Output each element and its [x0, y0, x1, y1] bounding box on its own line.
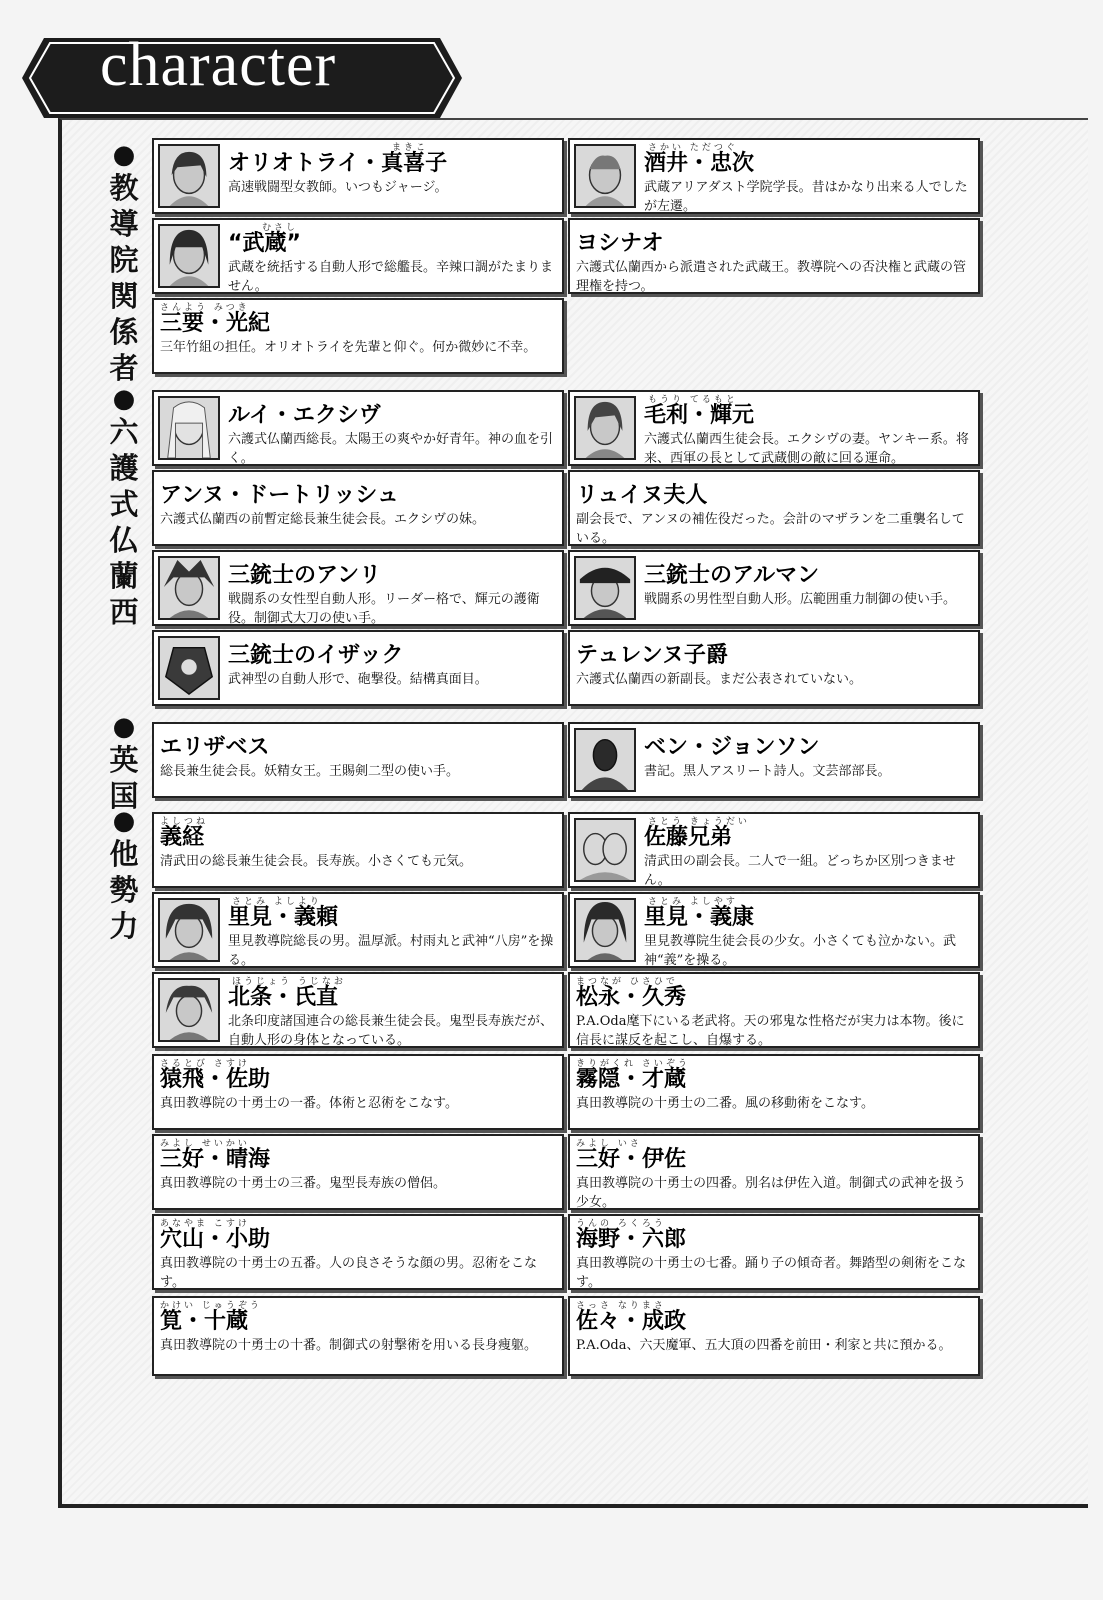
character-name: 三銃士のアンリ: [228, 563, 382, 588]
character-card: [152, 812, 564, 888]
character-description: 武蔵を統括する自動人形で総艦長。辛辣口調がたまりません。: [228, 260, 554, 294]
character-name: 三好・晴海: [160, 1147, 271, 1172]
character-ruby: あなやま こすけ: [160, 1219, 250, 1229]
character-description: 六護式仏蘭西の前暫定総長兼生徒会長。エクシヴの妹。: [160, 512, 486, 527]
character-name: “武蔵”: [228, 231, 301, 256]
character-card: [152, 1054, 564, 1130]
character-name: ルイ・エクシヴ: [228, 403, 381, 428]
character-card: [568, 1134, 980, 1210]
section-char: 者: [109, 351, 139, 385]
section-label-instructors: [106, 140, 142, 386]
character-description: 戦闘系の男性型自動人形。広範囲重力制御の使い手。: [644, 592, 957, 607]
character-name: オリオトライ・真喜子: [228, 151, 448, 176]
character-name: 海野・六郎: [576, 1227, 687, 1252]
character-description: 総長兼生徒会長。妖精女王。王賜剣二型の使い手。: [160, 764, 460, 779]
character-name: ベン・ジョンソン: [644, 735, 820, 760]
section-char: 護: [109, 451, 139, 485]
character-card: [568, 218, 980, 294]
section-char: 蘭: [109, 559, 139, 593]
portrait-image: [158, 898, 220, 962]
bullet-dot: ●: [112, 712, 136, 742]
character-ruby: さんよう みつき: [160, 303, 250, 313]
character-description: 北条印度諸国連合の総長兼生徒会長。鬼型長寿族だが、自動人形の身体となっている。: [228, 1014, 554, 1048]
character-name: 三好・伊佐: [576, 1147, 687, 1172]
character-description: 武蔵アリアダスト学院学長。昔はかなり出来る人でしたが左遷。: [644, 180, 968, 214]
character-card: [152, 218, 564, 294]
character-name: テュレンヌ子爵: [576, 643, 728, 668]
character-name: 筧・十蔵: [160, 1309, 249, 1334]
section-char: 係: [109, 315, 139, 349]
section-char: 力: [109, 909, 139, 943]
portrait-image: [158, 224, 220, 288]
section-char: 国: [109, 779, 139, 813]
character-ruby: さかい ただつぐ: [648, 143, 738, 153]
character-name: 酒井・忠次: [644, 151, 755, 176]
character-description: 真田教導院の十勇士の五番。人の良さそうな顔の男。忍術をこなす。: [160, 1256, 538, 1290]
character-ruby: まつなが ひさひで: [576, 977, 678, 987]
character-name: 三要・光紀: [160, 311, 271, 336]
character-description: 武神型の自動人形で、砲撃役。結構真面目。: [228, 672, 488, 687]
character-description: P.A.Oda、六天魔軍、五大頂の四番を前田・利家と共に預かる。: [576, 1338, 952, 1353]
character-ruby: よしつね: [160, 817, 209, 827]
character-name: 松永・久秀: [576, 985, 687, 1010]
character-card: [568, 1296, 980, 1376]
character-card: [568, 722, 980, 798]
bullet-dot: ●: [112, 140, 136, 170]
character-card: [152, 550, 564, 626]
character-description: 里見教導院生徒会長の少女。小さくても泣かない。武神“義”を操る。: [644, 934, 957, 968]
character-description: 戦闘系の女性型自動人形。リーダー格で、輝元の護衛役。制御式大刀の使い手。: [228, 592, 540, 626]
portrait-image: [574, 556, 636, 620]
character-ruby: さとみ よしより: [232, 897, 322, 907]
character-card: [568, 390, 980, 466]
portrait-image: [574, 898, 636, 962]
character-ruby: きりがくれ さいぞう: [576, 1059, 690, 1069]
section-char: 式: [109, 487, 139, 521]
character-description: 副会長で、アンヌの補佐役だった。会計のマザランを二重襲名している。: [576, 512, 965, 546]
character-name: 毛利・輝元: [644, 403, 755, 428]
character-description: 六護式仏蘭西から派遣された武蔵王。教導院への否決権と武蔵の管理権を持つ。: [576, 260, 967, 294]
section-label-rokugo: [106, 384, 142, 630]
section-label-england: [106, 712, 142, 814]
character-description: 真田教導院の十勇士の三番。鬼型長寿族の僧侶。: [160, 1176, 447, 1191]
portrait-image: [158, 978, 220, 1042]
section-char: 勢: [109, 873, 139, 907]
character-name: 佐藤兄弟: [644, 825, 733, 850]
character-ruby: みよし せいかい: [160, 1139, 250, 1149]
character-card: [152, 1134, 564, 1210]
character-description: P.A.Oda麾下にいる老武将。天の邪鬼な性格だが実力は本物。後に信長に謀反を起こし、自爆する。: [576, 1014, 965, 1048]
character-description: 真田教導院の十勇士の四番。別名は伊佐入道。制御式の武神を扱う少女。: [576, 1176, 967, 1210]
character-ruby: うんの ろくろう: [576, 1219, 666, 1229]
character-description: 六護式仏蘭西生徒会長。エクシヴの妻。ヤンキー系。将来、西軍の長として武蔵側の敵に回る運命。: [644, 432, 969, 466]
page-title: character: [100, 31, 337, 99]
character-card: [568, 1214, 980, 1290]
character-name: 里見・義頼: [228, 905, 339, 930]
character-name: リュイヌ夫人: [576, 483, 708, 508]
character-name: ヨシナオ: [576, 231, 664, 256]
character-card: [568, 550, 980, 626]
character-description: 清武田の副会長。二人で一組。どっちか区別つきません。: [644, 854, 956, 888]
section-char: 英: [109, 743, 139, 777]
character-ruby: さとみ よしやす: [648, 897, 738, 907]
character-ruby: さるとび さすけ: [160, 1059, 250, 1069]
section-char: 導: [109, 207, 139, 241]
character-card: [152, 972, 564, 1048]
character-card: [568, 972, 980, 1048]
character-card: [152, 470, 564, 546]
character-card: [152, 1296, 564, 1376]
character-ruby: むさし: [262, 223, 299, 233]
portrait-image: [158, 636, 220, 700]
character-card: [152, 298, 564, 374]
section-char: 他: [109, 837, 139, 871]
section-char: 西: [109, 595, 139, 629]
character-name: 三銃士のイザック: [228, 643, 404, 668]
portrait-image: [158, 396, 220, 460]
character-description: 清武田の総長兼生徒会長。長寿族。小さくても元気。: [160, 854, 473, 869]
section-label-others: [106, 806, 142, 944]
character-name: 三銃士のアルマン: [644, 563, 820, 588]
character-ruby: さっさ なりまさ: [576, 1301, 666, 1311]
character-card: [152, 630, 564, 706]
section-char: 教: [109, 171, 139, 205]
character-name: 猿飛・佐助: [160, 1067, 271, 1092]
character-ruby: もうり てるもと: [648, 395, 738, 405]
character-card: [568, 892, 980, 968]
character-name: 北条・氏直: [228, 985, 339, 1010]
portrait-image: [574, 144, 636, 208]
character-card: [152, 1214, 564, 1290]
character-description: 三年竹組の担任。オリオトライを先輩と仰ぐ。何か微妙に不幸。: [160, 340, 537, 355]
character-ruby: まきこ: [392, 143, 429, 153]
character-description: 真田教導院の十勇士の七番。踊り子の傾奇者。舞踏型の剣術をこなす。: [576, 1256, 967, 1290]
bullet-dot: ●: [112, 384, 136, 414]
character-name: 霧隠・才蔵: [576, 1067, 687, 1092]
character-description: 高速戦闘型女教師。いつもジャージ。: [228, 180, 448, 195]
character-card: [152, 892, 564, 968]
character-description: 書記。黒人アスリート詩人。文芸部部長。: [644, 764, 891, 779]
character-card: [152, 722, 564, 798]
character-description: 真田教導院の十勇士の十番。制御式の射撃術を用いる長身痩躯。: [160, 1338, 538, 1353]
character-ruby: かけい じゅうぞう: [160, 1301, 262, 1311]
character-card: [568, 470, 980, 546]
bullet-dot: ●: [112, 806, 136, 836]
character-description: 六護式仏蘭西総長。太陽王の爽やか好青年。神の血を引く。: [228, 432, 554, 466]
character-card: [568, 812, 980, 888]
character-ruby: みよし いさ: [576, 1139, 642, 1149]
character-name: 佐々・成政: [576, 1309, 687, 1334]
character-ruby: ほうじょう うじなお: [232, 977, 346, 987]
section-char: 院: [109, 243, 139, 277]
character-description: 六護式仏蘭西の新副長。まだ公表されていない。: [576, 672, 863, 687]
portrait-image: [574, 396, 636, 460]
character-description: 真田教導院の十勇士の一番。体術と忍術をこなす。: [160, 1096, 458, 1111]
portrait-image: [158, 144, 220, 208]
character-name: 義経: [160, 825, 205, 850]
portrait-image: [574, 728, 636, 792]
character-name: 穴山・小助: [160, 1227, 271, 1252]
character-description: 真田教導院の十勇士の二番。風の移動術をこなす。: [576, 1096, 874, 1111]
section-char: 六: [109, 415, 139, 449]
character-card: [568, 1054, 980, 1130]
character-description: 里見教導院総長の男。温厚派。村雨丸と武神“八房”を操る。: [228, 934, 554, 968]
section-char: 仏: [109, 523, 139, 557]
character-card: [568, 630, 980, 706]
character-name: アンヌ・ドートリッシュ: [160, 483, 399, 508]
portrait-image: [574, 818, 636, 882]
character-ruby: さとう きょうだい: [648, 817, 750, 827]
character-card: [152, 390, 564, 466]
section-char: 関: [109, 279, 139, 313]
character-card: [152, 138, 564, 214]
character-name: 里見・義康: [644, 905, 755, 930]
portrait-image: [158, 556, 220, 620]
character-name: エリザベス: [160, 735, 270, 760]
character-card: [568, 138, 980, 214]
